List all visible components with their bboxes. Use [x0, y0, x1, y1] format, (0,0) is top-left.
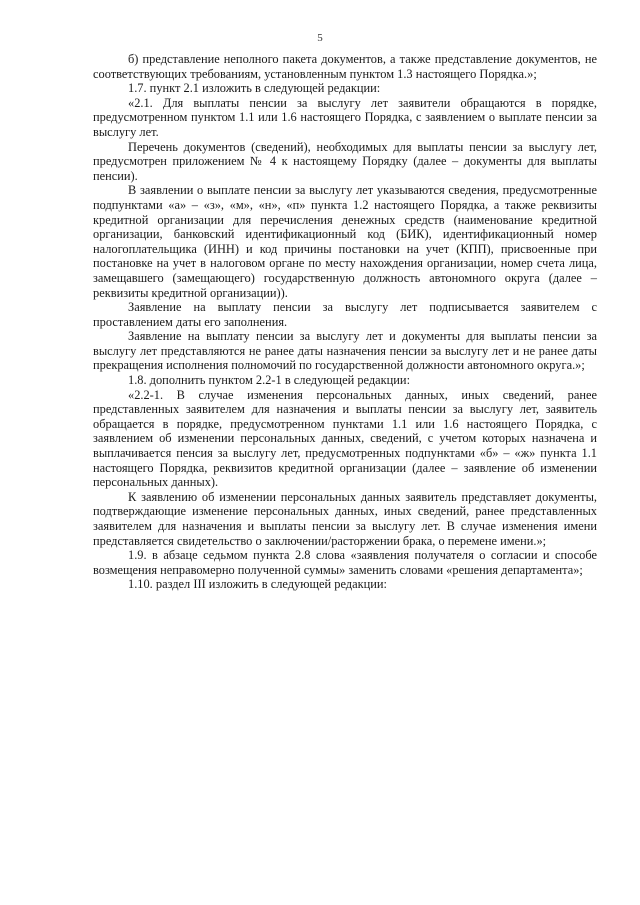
paragraph: Заявление на выплату пенсии за выслугу лет и документы для выплаты пенсии за выслугу лет представляются не ранее даты назначения пенсии за выслугу лет и не ранее даты прекращения исполнения полномочий по государственной должности автономного округа.»;	[93, 329, 597, 373]
paragraph: В заявлении о выплате пенсии за выслугу лет указываются сведения, предусмотренные подпунктами «а» – «з», «м», «н», «п» пункта 1.2 настоящего Порядка, а также реквизиты кредитной организации для перечисления денежных средств (наименование кредитной организации, банковский идентификационный код (БИК), идентификационный номер налогоплательщика (ИНН) и код причины постановки на учет (КПП), присвоенные при постановке на учет в налоговом органе по месту нахождения организации, номер счета лица, замещавшего (замещающего) государственную должность автономного округа (далее – реквизиты кредитной организации)).	[93, 183, 597, 300]
paragraph: К заявлению об изменении персональных данных заявитель представляет документы, подтверждающие изменение персональных данных, иных сведений, ранее представленных заявителем для назначения и выплаты пенсии за выслугу лет. В случае изменения имени представляется свидетельство о заключении/расторжении брака, о перемене имени.»;	[93, 489, 597, 548]
paragraph: Заявление на выплату пенсии за выслугу лет подписывается заявителем с проставлением даты его заполнения.	[93, 300, 597, 329]
paragraph: 1.10. раздел III изложить в следующей редакции:	[128, 577, 387, 592]
paragraph: 1.7. пункт 2.1 изложить в следующей редакции:	[128, 81, 381, 96]
page-number: 5	[317, 32, 323, 44]
paragraph: б) представление неполного пакета документов, а также представление документов, не соответствующих требованиям, установленным пунктом 1.3 настоящего Порядка.»;	[93, 52, 597, 81]
document-body	[93, 52, 597, 592]
paragraph: «2.2-1. В случае изменения персональных данных, иных сведений, ранее представленных заявителем для назначения и выплаты пенсии за выслугу лет, заявитель обращается в порядке, предусмотренном пунктами 1.1 или 1.6 настоящего Порядка, с заявлением об изменении персональных данных, сведений, с учетом которых назначена и выплачивается пенсия за выслугу лет, предусмотренных подпунктами «б» – «ж» пункта 1.1 настоящего Порядка, реквизитов кредитной организации (далее – заявление об изменении персональных данных).	[93, 387, 597, 490]
paragraph: 1.9. в абзаце седьмом пункта 2.8 слова «заявления получателя о согласии и способе возмещения неправомерно полученной суммы» заменить словами «решения департамента»;	[93, 548, 597, 577]
paragraph: «2.1. Для выплаты пенсии за выслугу лет заявители обращаются в порядке, предусмотренном пунктом 1.1 или 1.6 настоящего Порядка, с заявлением о выплате пенсии за выслугу лет.	[93, 95, 597, 139]
paragraph: 1.8. дополнить пунктом 2.2-1 в следующей редакции:	[128, 373, 411, 388]
paragraph: Перечень документов (сведений), необходимых для выплаты пенсии за выслугу лет, предусмотрен приложением № 4 к настоящему Порядку (далее – документы для выплаты пенсии).	[93, 139, 597, 183]
